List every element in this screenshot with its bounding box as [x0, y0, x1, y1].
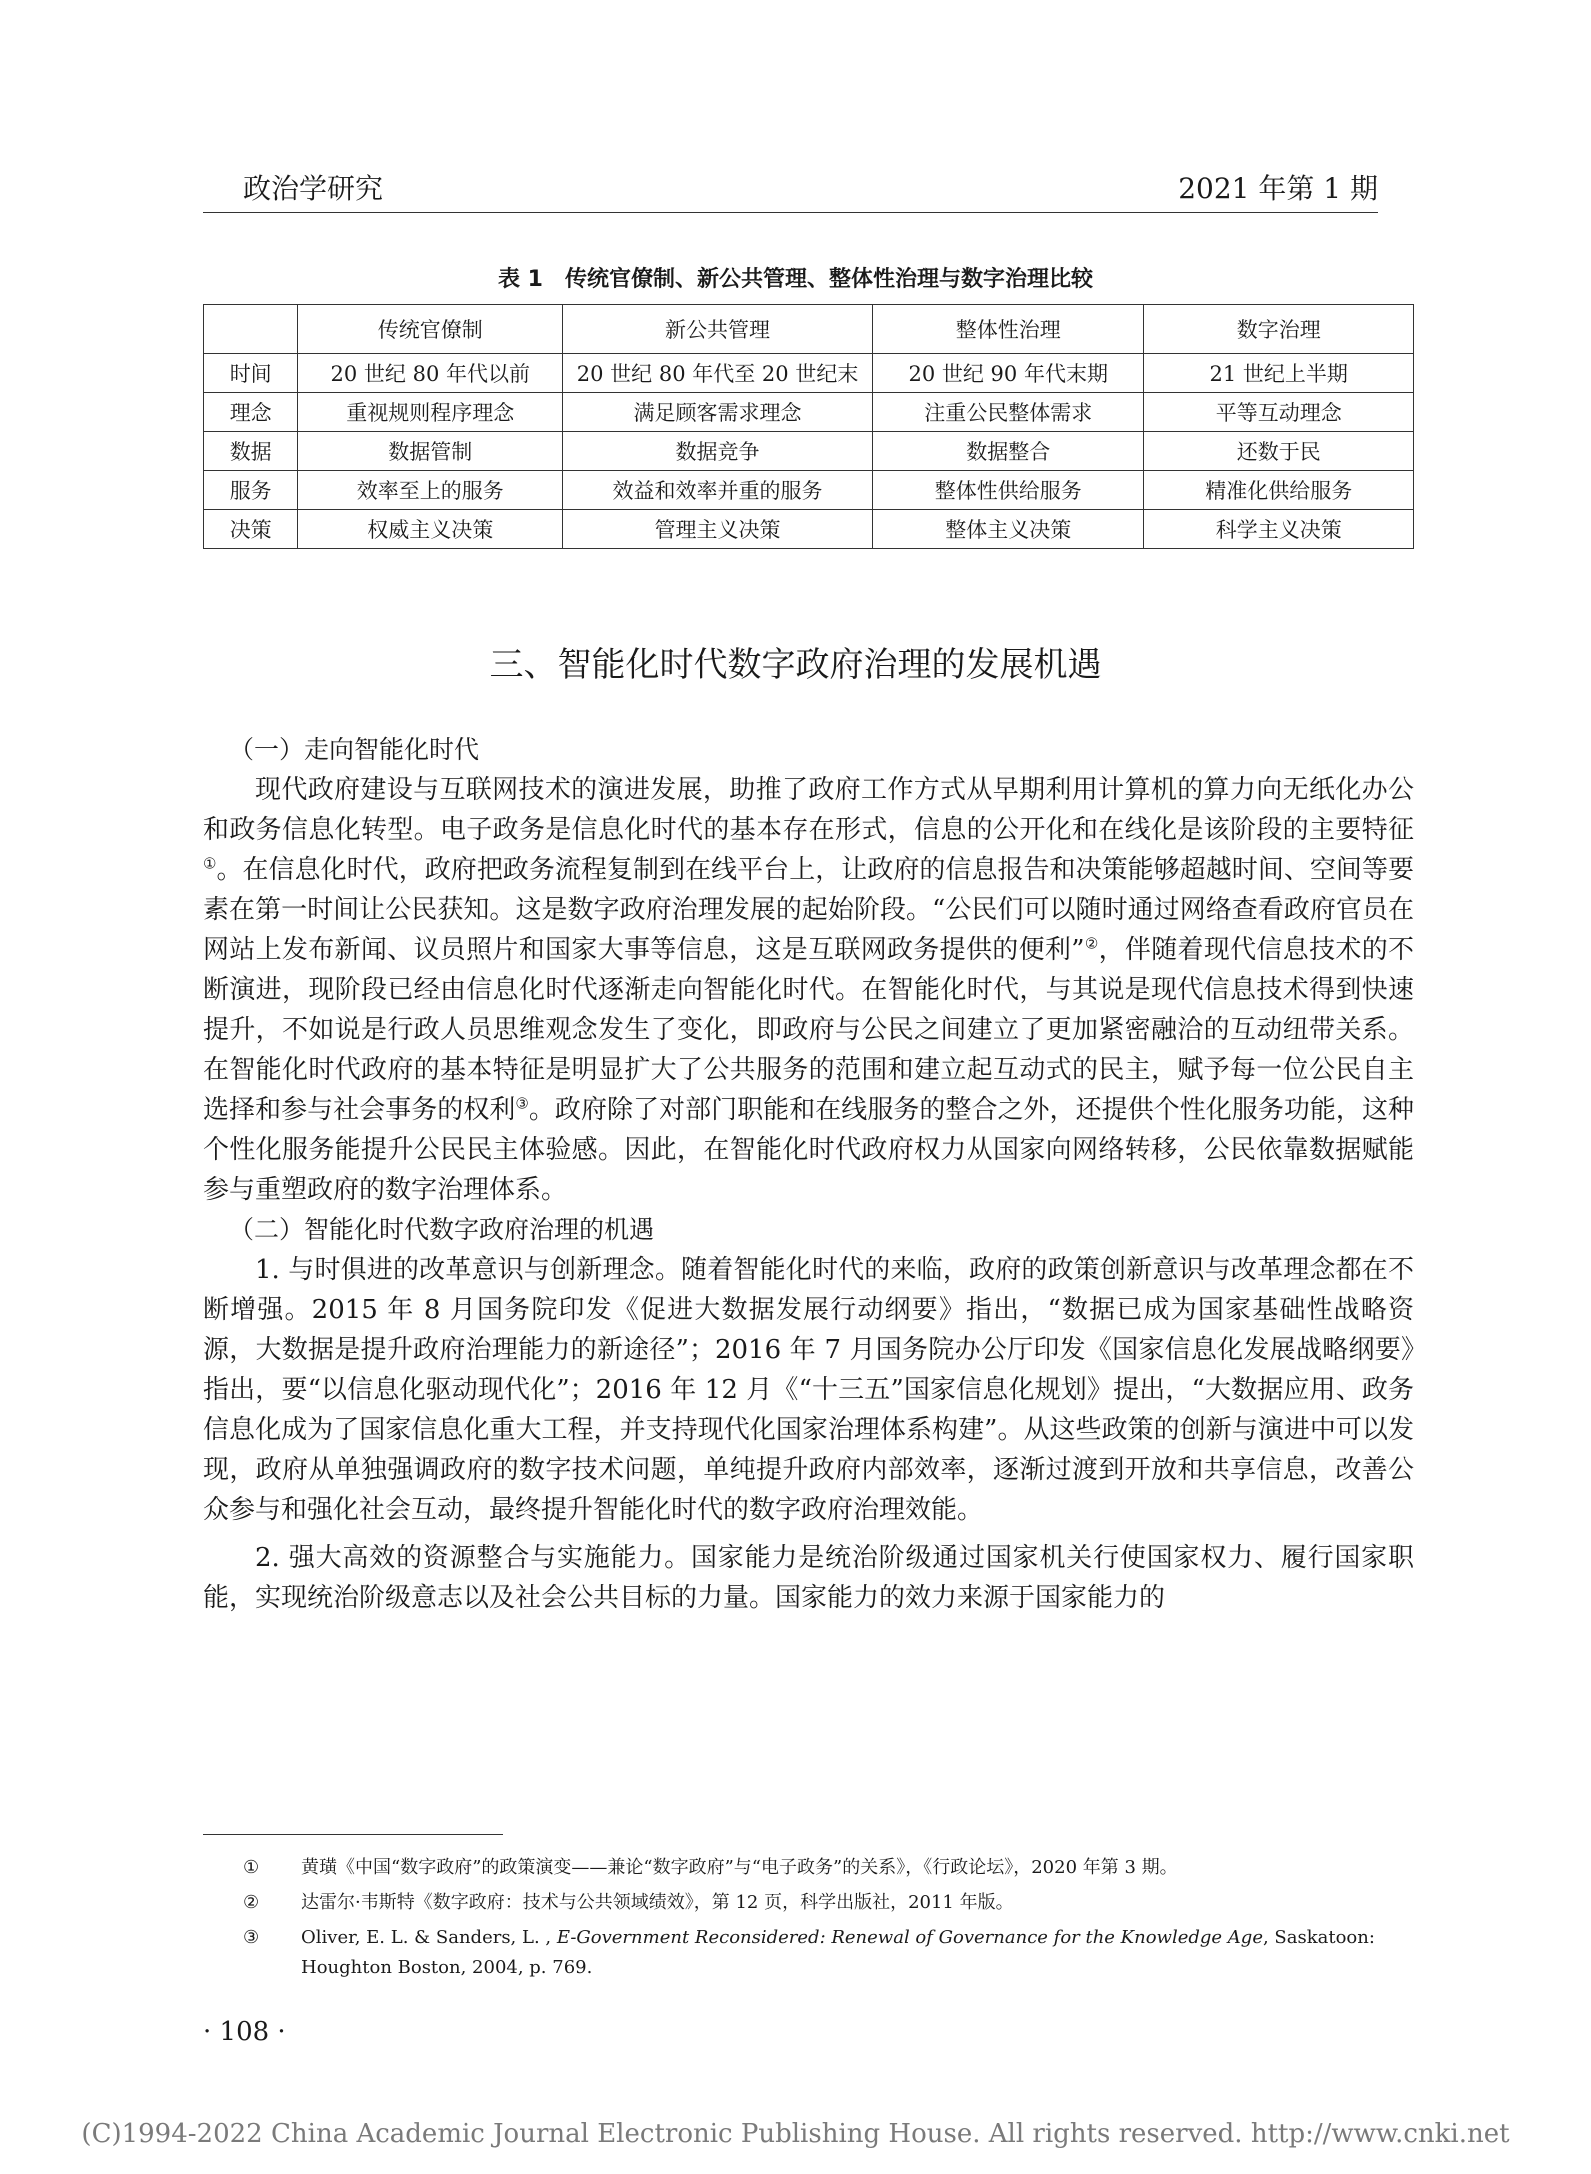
- footnote-3: [243, 1923, 1414, 1983]
- table-cell: 效率至上的服务: [298, 471, 563, 510]
- table-cell: 权威主义决策: [298, 510, 563, 549]
- table-cell: 整体主义决策: [873, 510, 1144, 549]
- table-cell: 整体性供给服务: [873, 471, 1144, 510]
- table-cell: 决策: [204, 510, 298, 549]
- table-cell: 21 世纪上半期: [1144, 354, 1414, 393]
- running-header: [203, 162, 1378, 213]
- table-cell: 服务: [204, 471, 298, 510]
- table-row: [204, 354, 1414, 393]
- table-cell: 重视规则程序理念: [298, 393, 563, 432]
- table-row: [204, 393, 1414, 432]
- table-header-cell: 传统官僚制: [298, 305, 563, 354]
- table-cell: 时间: [204, 354, 298, 393]
- footnote-divider: [203, 1834, 503, 1835]
- table-header-cell: [204, 305, 298, 354]
- table-cell: 理念: [204, 393, 298, 432]
- table-row: [204, 510, 1414, 549]
- table-cell: 20 世纪 80 年代至 20 世纪末: [563, 354, 873, 393]
- page-number: · 108 ·: [203, 2017, 286, 2047]
- table-cell: 数据竞争: [563, 432, 873, 471]
- table-cell: 20 世纪 80 年代以前: [298, 354, 563, 393]
- body-text: [203, 730, 1414, 1618]
- footnote-number: ①: [243, 1857, 260, 1878]
- table-header-row: [204, 305, 1414, 354]
- table-cell: 注重公民整体需求: [873, 393, 1144, 432]
- footnote-text: 达雷尔·韦斯特《数字政府：技术与公共领域绩效》，第 12 页，科学出版社，2011 年版。: [301, 1892, 1014, 1913]
- footnote-number: ②: [243, 1892, 260, 1913]
- table-cell: 20 世纪 90 年代末期: [873, 354, 1144, 393]
- footnote-1: [243, 1853, 1414, 1883]
- table-header-cell: 数字治理: [1144, 305, 1414, 354]
- table-cell: 还数于民: [1144, 432, 1414, 471]
- subsection-heading-1: （一）走向智能化时代: [229, 735, 480, 764]
- paragraph-2: 1. 与时俱进的改革意识与创新理念。随着智能化时代的来临，政府的政策创新意识与改革理念都在不断增强。2015 年 8 月国务院印发《促进大数据发展行动纲要》指出，“数据已成为国家基础性战略资源，大数据是提升政府治理能力的新途径”；2016 年 7 月国务院办公厅印发《国家信息化发展战略纲要》指出，要“以信息化驱动现代化”；2016 年 12 月《“十三五”国家信息化规划》提出，“大数据应用、政务信息化成为了国家信息化重大工程，并支持现代化国家治理体系构建”。从这些政策的创新与演进中可以发现，政府从单独强调政府的数字技术问题，单纯提升政府内部效率，逐渐过渡到开放和共享信息，改善公众参与和强化社会互动，最终提升智能化时代的数字政府治理效能。: [203, 1255, 1414, 1525]
- table-cell: 平等互动理念: [1144, 393, 1414, 432]
- paragraph-1: 现代政府建设与互联网技术的演进发展，助推了政府工作方式从早期利用计算机的算力向无纸化办公和政务信息化转型。电子政务是信息化时代的基本存在形式，信息的公开化和在线化是该阶段的主要特征①。在信息化时代，政府把政务流程复制到在线平台上，让政府的信息报告和决策能够超越时间、空间等要素在第一时间让公民获知。这是数字政府治理发展的起始阶段。“公民们可以随时通过网络查看政府官员在网站上发布新闻、议员照片和国家大事等信息，这是互联网政务提供的便利”②，伴随着现代信息技术的不断演进，现阶段已经由信息化时代逐渐走向智能化时代。在智能化时代，与其说是现代信息技术得到快速提升，不如说是行政人员思维观念发生了变化，即政府与公民之间建立了更加紧密融洽的互动纽带关系。在智能化时代政府的基本特征是明显扩大了公共服务的范围和建立起互动式的民主，赋予每一位公民自主选择和参与社会事务的权利③。政府除了对部门职能和在线服务的整合之外，还提供个性化服务功能，这种个性化服务能提升公民民主体验感。因此，在智能化时代政府权力从国家向网络转移，公民依靠数据赋能参与重塑政府的数字治理体系。: [203, 775, 1414, 1205]
- subsection-heading-2: （二）智能化时代数字政府治理的机遇: [229, 1215, 655, 1244]
- footnote-text: 黄璜《中国“数字政府”的政策演变——兼论“数字政府”与“电子政务”的关系》，《行政论坛》，2020 年第 3 期。: [301, 1857, 1178, 1878]
- footnote-number: ③: [243, 1927, 260, 1948]
- journal-name: 政治学研究: [243, 172, 384, 205]
- footnote-book-title: E-Government Reconsidered: Renewal of Governance for the Knowledge Age: [556, 1927, 1263, 1948]
- table-row: [204, 432, 1414, 471]
- table-cell: 数据整合: [873, 432, 1144, 471]
- comparison-table: [203, 304, 1414, 549]
- table-header-cell: 新公共管理: [563, 305, 873, 354]
- section-heading: 三、智能化时代数字政府治理的发展机遇: [489, 645, 1102, 685]
- table-cell: 精准化供给服务: [1144, 471, 1414, 510]
- issue-label: 2021 年第 1 期: [1178, 172, 1378, 205]
- table-header-cell: 整体性治理: [873, 305, 1144, 354]
- table-cell: 数据管制: [298, 432, 563, 471]
- footnote-ref-1[interactable]: ①: [203, 854, 217, 873]
- copyright-notice: (C)1994-2022 China Academic Journal Electronic Publishing House. All rights reserved. http://www.cnki.net: [81, 2119, 1510, 2149]
- table-title: 表 1 传统官僚制、新公共管理、整体性治理与数字治理比较: [498, 267, 1093, 292]
- table-cell: 满足顾客需求理念: [563, 393, 873, 432]
- table-row: [204, 471, 1414, 510]
- footnote-ref-2[interactable]: ②: [1084, 934, 1099, 953]
- footnotes: [243, 1853, 1414, 1988]
- table-cell: 效益和效率并重的服务: [563, 471, 873, 510]
- table-cell: 管理主义决策: [563, 510, 873, 549]
- footnote-2: [243, 1888, 1414, 1918]
- footnote-text: Oliver, E. L. & Sanders, L. , E-Government Reconsidered: Renewal of Governance for the Knowledge Age, Saskatoon: Houghton Boston, 2004, p. 769.: [301, 1927, 1375, 1978]
- table-cell: 科学主义决策: [1144, 510, 1414, 549]
- paragraph-3: 2. 强大高效的资源整合与实施能力。国家能力是统治阶级通过国家机关行使国家权力、履行国家职能，实现统治阶级意志以及社会公共目标的力量。国家能力的效力来源于国家能力的: [203, 1543, 1414, 1613]
- footnote-ref-3[interactable]: ③: [515, 1094, 529, 1113]
- table-cell: 数据: [204, 432, 298, 471]
